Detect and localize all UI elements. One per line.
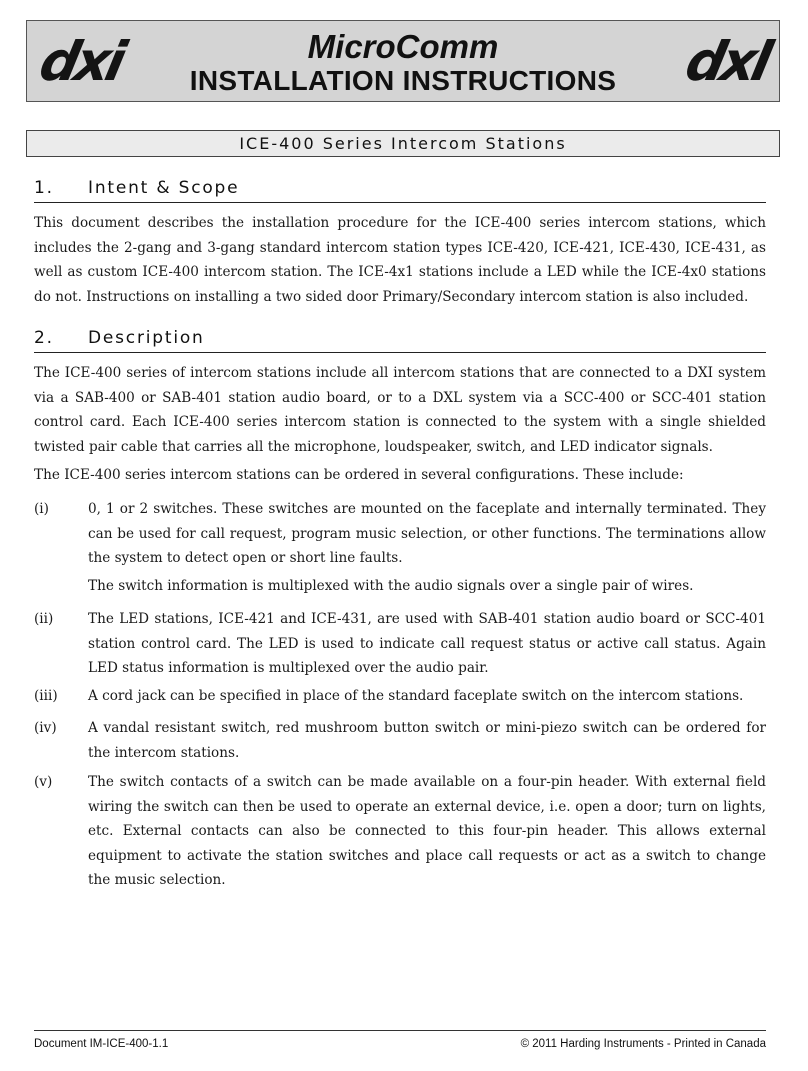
section-number: 2. xyxy=(34,328,54,348)
dxl-logo: dxl xyxy=(680,30,774,93)
description-paragraph: The ICE-400 series of intercom stations include all intercom stations that are connected to a DXI system via a SAB-400 or SAB-401 station audio board, or to a DXL system via a SCC-400 or SCC-401 station control card. Each ICE-400 series intercom station is connected to the system with a single shielded twisted pair cable that carries all the microphone, loudspeaker, switch, and LED indicator signals. xyxy=(34,365,766,455)
section-heading-description xyxy=(34,326,766,353)
list-item-text: The switch contacts of a switch can be made available on a four-pin header. With external field wiring the switch can then be used to operate an external device, i.e. open a door; turn on lights, etc. External contacts can also be connected to this four-pin header. This allows external equipment to activate the station switches and place call requests or act as a switch to change the music selection. xyxy=(88,774,766,888)
document-title: ICE-400 Series Intercom Stations xyxy=(26,130,780,157)
header-subtitle: INSTALLATION INSTRUCTIONS xyxy=(189,65,617,96)
list-marker: (iv) xyxy=(34,720,57,736)
list-marker: (i) xyxy=(34,501,49,517)
section-heading-intent xyxy=(34,176,766,203)
list-item xyxy=(34,716,766,765)
list-marker: (ii) xyxy=(34,611,54,627)
list-item xyxy=(34,607,766,681)
dxi-logo: dxi xyxy=(34,30,128,93)
document-id: Document IM-ICE-400-1.1 xyxy=(34,1038,169,1050)
section-number: 1. xyxy=(34,178,54,198)
brand-title: MicroComm xyxy=(307,28,499,65)
list-marker: (iii) xyxy=(34,688,58,704)
list-item xyxy=(34,684,766,709)
list-item-extra-text: The switch information is multiplexed with the audio signals over a single pair of wires. xyxy=(88,578,694,594)
list-item-text: 0, 1 or 2 switches. These switches are mounted on the faceplate and internally terminated. They can be used for call request, program music selection, or other functions. The terminations allow the system to detect open or short line faults. xyxy=(88,501,766,566)
section-title: Description xyxy=(88,328,205,348)
list-marker: (v) xyxy=(34,774,53,790)
list-item xyxy=(34,770,766,893)
copyright-notice: © 2011 Harding Instruments - Printed in Canada xyxy=(520,1038,766,1050)
page-footer xyxy=(34,1030,766,1050)
list-item-text: A vandal resistant switch, red mushroom button switch or mini-piezo switch can be ordered for the intercom stations. xyxy=(88,720,766,761)
list-item-text: A cord jack can be specified in place of the standard faceplate switch on the intercom stations. xyxy=(88,688,744,704)
configurations-intro: The ICE-400 series intercom stations can be ordered in several configurations. These include: xyxy=(34,467,684,483)
list-item-note xyxy=(34,574,766,599)
section-title: Intent & Scope xyxy=(88,178,240,198)
list-item xyxy=(34,497,766,571)
intent-paragraph: This document describes the installation procedure for the ICE-400 series intercom stations, which includes the 2-gang and 3-gang standard intercom station types ICE-420, ICE-421, ICE-430, ICE-431, as well as custom ICE-400 intercom station. The ICE-4x1 stations include a LED while the ICE-4x0 stations do not. Instructions on installing a two sided door Primary/Secondary intercom station is also included. xyxy=(34,215,766,305)
list-item-text: The LED stations, ICE-421 and ICE-431, are used with SAB-401 station audio board or SCC-401 station control card. The LED is used to indicate call request status or active call status. Again LED status information is multiplexed over the audio pair. xyxy=(88,611,766,676)
page-header xyxy=(26,20,780,102)
